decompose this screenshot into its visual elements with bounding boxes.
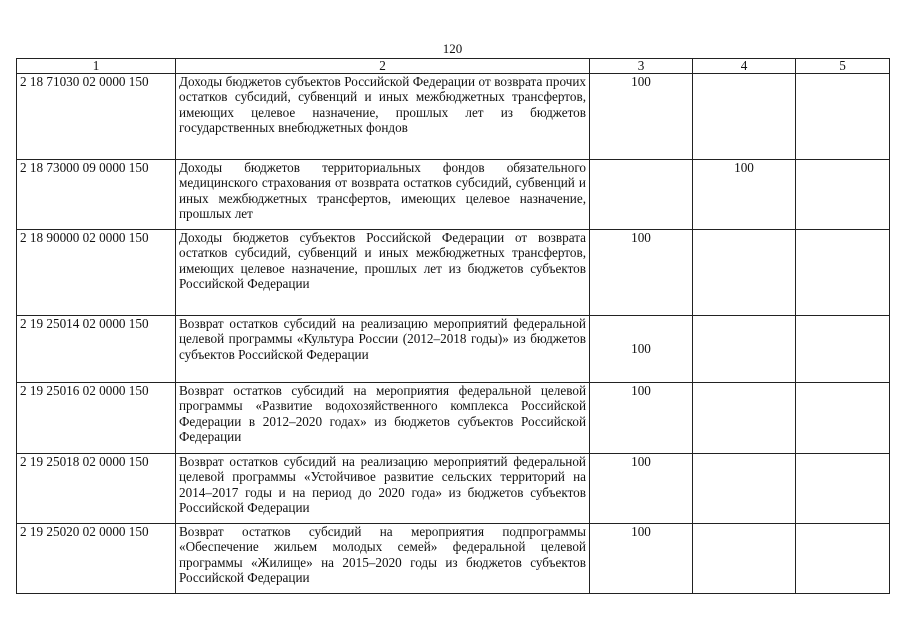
column-3-value: 100 <box>590 524 693 594</box>
column-3-value: 100 <box>590 454 693 524</box>
row-description: Доходы бюджетов субъектов Российской Федерации от возврата прочих остатков субсидий, субвенций и иных межбюджетных трансфертов, имеющих целевое назначение, прошлых лет из бюджетов государственных внебюджетных фондов <box>176 74 590 160</box>
column-5-value <box>796 454 890 524</box>
column-4-value <box>693 524 796 594</box>
column-5-value <box>796 160 890 230</box>
table-row <box>17 454 890 524</box>
column-4-value: 100 <box>693 160 796 230</box>
column-3-value: 100 <box>590 316 693 383</box>
column-4-value <box>693 383 796 454</box>
table-row <box>17 230 890 316</box>
column-header-1: 1 <box>17 59 176 74</box>
budget-code: 2 19 25018 02 0000 150 <box>17 454 176 524</box>
row-description: Доходы бюджетов территориальных фондов обязательного медицинского страхования от возврата остатков субсидий, субвенций и иных межбюджетных трансфертов, имеющих целевое назначение, прошлых лет <box>176 160 590 230</box>
column-4-value <box>693 74 796 160</box>
column-5-value <box>796 383 890 454</box>
column-3-value: 100 <box>590 383 693 454</box>
table-row <box>17 74 890 160</box>
revenue-table <box>16 58 890 594</box>
header-row <box>17 59 890 74</box>
row-description: Возврат остатков субсидий на мероприятия подпрограммы «Обеспечение жильем молодых семей» федеральной целевой программы «Жилище» на 2015–2020 годы из бюджетов субъектов Российской Федерации <box>176 524 590 594</box>
budget-code: 2 19 25020 02 0000 150 <box>17 524 176 594</box>
budget-code: 2 18 71030 02 0000 150 <box>17 74 176 160</box>
column-3-value <box>590 160 693 230</box>
column-header-3: 3 <box>590 59 693 74</box>
table-row <box>17 524 890 594</box>
column-5-value <box>796 524 890 594</box>
column-3-value: 100 <box>590 74 693 160</box>
budget-code: 2 18 73000 09 0000 150 <box>17 160 176 230</box>
row-description: Возврат остатков субсидий на реализацию мероприятий федеральной целевой программы «Культура России (2012–2018 годы)» из бюджетов субъектов Российской Федерации <box>176 316 590 383</box>
budget-code: 2 19 25016 02 0000 150 <box>17 383 176 454</box>
column-4-value <box>693 454 796 524</box>
column-header-5: 5 <box>796 59 890 74</box>
column-3-value: 100 <box>590 230 693 316</box>
column-5-value <box>796 230 890 316</box>
column-5-value <box>796 74 890 160</box>
page-number: 120 <box>442 41 463 56</box>
column-4-value <box>693 316 796 383</box>
table-row <box>17 160 890 230</box>
row-description: Доходы бюджетов субъектов Российской Федерации от возврата остатков субсидий, субвенций и иных межбюджетных трансфертов, имеющих целевое назначение, прошлых лет из бюджетов субъектов Российской Федерации <box>176 230 590 316</box>
budget-code: 2 18 90000 02 0000 150 <box>17 230 176 316</box>
table-row <box>17 383 890 454</box>
column-header-4: 4 <box>693 59 796 74</box>
table-row <box>17 316 890 383</box>
column-4-value <box>693 230 796 316</box>
column-5-value <box>796 316 890 383</box>
row-description: Возврат остатков субсидий на реализацию мероприятий федеральной целевой программы «Устойчивое развитие сельских территорий на 2014–2017 годы и на период до 2020 года» из бюджетов субъектов Российской Федерации <box>176 454 590 524</box>
column-header-2: 2 <box>176 59 590 74</box>
row-description: Возврат остатков субсидий на мероприятия федеральной целевой программы «Развитие водохозяйственного комплекса Российской Федерации в 2012–2020 годах» из бюджетов субъектов Российской Федерации <box>176 383 590 454</box>
budget-code: 2 19 25014 02 0000 150 <box>17 316 176 383</box>
